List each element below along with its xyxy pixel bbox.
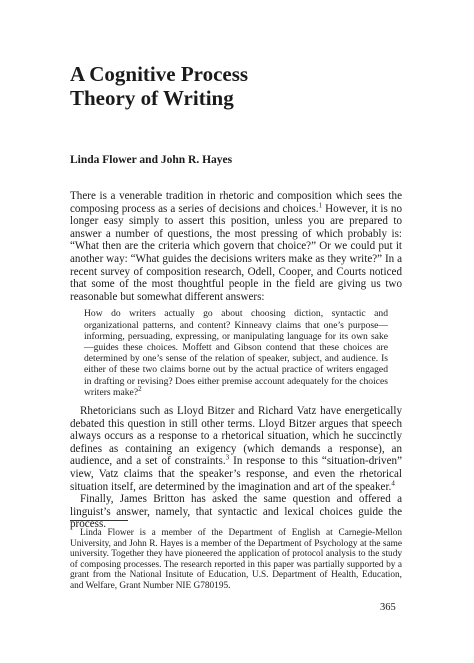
paragraph-1-continued: However, it is no longer easy simply to assert this position, unless you are prepared to answer a number of questions, the most pressing of which probably is: “What then are the criteria which govern that choice?” Or we could put it another way: “What guides the decisions writers make as they write?” In a recent survey of composition research, Odell, Cooper, and Courts noticed that some of the most thoughtful people in the field are giving us two reasonable but somewhat different answers: [70,202,402,303]
article-title [70,62,430,110]
block-quote-text: How do writers actually go about choosing diction, syntactic and organizational patterns, and content? Kinneavy claims that one’s purpose—informing, persuading, expressing, or manipulating language for its own sake—guides these choices. Moffett and Gibson contend that these choices are determined by one’s sense of the relation of speaker, subject, and audience. Is either of these two claims borne out by the actual practice of writers engaged in drafting or revising? Does either premise account adequately for the choices writers make? [84,308,388,398]
footnote-ref-1: 1 [318,200,323,209]
footnote-ref-4: 4 [391,478,395,487]
paragraph-1-text: There is a venerable tradition in rhetoric and composition which sees the composing process as a series of decisions and choices. [70,190,402,215]
footnote-ref-3: 3 [225,453,230,462]
paragraph-3: Finally, James Britton has asked the same question and offered a linguist’s answer, namely, that syntactic and lexical choices guide the process. [70,493,402,531]
block-quote [84,308,388,398]
page-number: 365 [380,602,396,613]
author-footnote [70,528,402,592]
paragraph-2-text: Rhetoricians such as Lloyd Bitzer and Richard Vatz have energetically debated this question in still other terms. Lloyd Bitzer argues that speech always occurs as a response to a rhetorical situation, which he succinctly defines as containing an exigency (which demands a response), an audience, and a set of constraints. [70,404,402,468]
paragraph-2-continued: In response to this “situation-driven” view, Vatz claims that the speaker’s response, and even the rhetorical situation itself, are determined by the imagination and art of the speaker. [70,455,402,493]
paragraph-1 [70,190,402,303]
footnote-text: Linda Flower is a member of the Department of English at Carnegie-Mellon University, and John R. Hayes is a member of the Department of Psychology at the same university. Together they have pioneered the application of protocol analysis to the study of composing processes. The research reported in this paper was partially supported by a grant from the National Insitute of Education, U.S. Department of Health, Education, and Welfare, Grant Number NIE G780195. [70,528,402,591]
article-body [70,190,402,531]
paragraph-2 [70,405,402,493]
footnote-ref-2: 2 [138,384,142,393]
footnote-divider [70,520,128,521]
title-line-2: Theory of Writing [70,86,234,110]
title-line-1: A Cognitive Process [70,62,249,86]
author-byline: Linda Flower and John R. Hayes [70,154,233,166]
